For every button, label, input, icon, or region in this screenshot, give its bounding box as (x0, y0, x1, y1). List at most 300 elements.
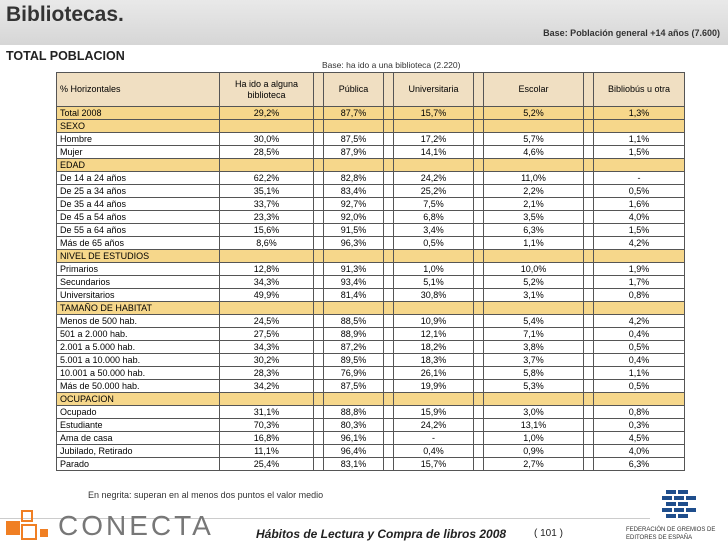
cell-value: 12,1% (394, 328, 474, 341)
column-spacer (384, 380, 394, 393)
cell-value: 35,1% (220, 185, 314, 198)
cell-value: 6,8% (394, 211, 474, 224)
column-spacer (314, 432, 324, 445)
cell-value: 23,3% (220, 211, 314, 224)
cell-value: 1,6% (594, 198, 685, 211)
column-spacer (584, 315, 594, 328)
cell-value: 1,5% (594, 224, 685, 237)
column-spacer (474, 445, 484, 458)
column-spacer (474, 458, 484, 471)
cell-value: 12,8% (220, 263, 314, 276)
cell-value: 0,8% (594, 406, 685, 419)
column-spacer (474, 237, 484, 250)
cell-value (394, 120, 474, 133)
cell-value: 96,4% (324, 445, 384, 458)
column-spacer (584, 354, 594, 367)
cell-value: 82,8% (324, 172, 384, 185)
column-spacer (584, 393, 594, 406)
cell-value: 26,1% (394, 367, 474, 380)
cell-value: 70,3% (220, 419, 314, 432)
column-spacer (384, 445, 394, 458)
column-spacer (384, 198, 394, 211)
cell-value: 29,2% (220, 107, 314, 120)
column-spacer (384, 341, 394, 354)
section-row (57, 393, 685, 406)
cell-value: 15,9% (394, 406, 474, 419)
section-row (57, 250, 685, 263)
column-spacer (384, 393, 394, 406)
cell-value: 3,0% (484, 406, 584, 419)
table-row (57, 289, 685, 302)
column-spacer (584, 185, 594, 198)
column-spacer (584, 263, 594, 276)
cell-value: 5,2% (484, 276, 584, 289)
cell-value: 0,4% (394, 445, 474, 458)
cell-value: 92,0% (324, 211, 384, 224)
column-spacer (474, 419, 484, 432)
column-spacer (474, 263, 484, 276)
column-spacer (384, 237, 394, 250)
publication-title: Hábitos de Lectura y Compra de libros 2008 (256, 527, 507, 541)
column-spacer (584, 172, 594, 185)
cell-value: 10,9% (394, 315, 474, 328)
cell-value: 34,2% (220, 380, 314, 393)
column-spacer (584, 107, 594, 120)
table-row (57, 367, 685, 380)
column-header: Universitaria (394, 73, 474, 107)
column-spacer (584, 224, 594, 237)
table-row (57, 276, 685, 289)
cell-value: 30,2% (220, 354, 314, 367)
column-spacer (584, 146, 594, 159)
cell-value: 6,3% (594, 458, 685, 471)
column-spacer (584, 445, 594, 458)
row-label: Ocupado (57, 406, 220, 419)
column-spacer (474, 172, 484, 185)
column-spacer (584, 406, 594, 419)
column-spacer (474, 406, 484, 419)
row-label: De 25 a 34 años (57, 185, 220, 198)
cell-value (220, 250, 314, 263)
cell-value: 87,9% (324, 146, 384, 159)
row-label: EDAD (57, 159, 220, 172)
column-spacer (384, 185, 394, 198)
cell-value: 0,8% (594, 289, 685, 302)
cell-value: 16,8% (220, 432, 314, 445)
table-row (57, 380, 685, 393)
column-spacer (474, 211, 484, 224)
column-spacer (474, 380, 484, 393)
column-spacer (384, 354, 394, 367)
table-row (57, 211, 685, 224)
cell-value: 83,4% (324, 185, 384, 198)
column-spacer (474, 107, 484, 120)
table-row (57, 445, 685, 458)
table-row (57, 315, 685, 328)
column-spacer (474, 198, 484, 211)
federation-name: FEDERACIÓN DE GREMIOS DE EDITORES DE ESPAÑA (626, 527, 716, 541)
cell-value: 3,5% (484, 211, 584, 224)
table-row (57, 198, 685, 211)
column-spacer (584, 198, 594, 211)
cell-value: 3,7% (484, 354, 584, 367)
cell-value: 0,5% (394, 237, 474, 250)
column-spacer (474, 250, 484, 263)
table-row (57, 328, 685, 341)
cell-value (594, 250, 685, 263)
cell-value: 17,2% (394, 133, 474, 146)
column-spacer (384, 315, 394, 328)
cell-value (594, 302, 685, 315)
table-row (57, 263, 685, 276)
table-row (57, 458, 685, 471)
cell-value: 3,8% (484, 341, 584, 354)
column-spacer (384, 276, 394, 289)
cell-value (220, 159, 314, 172)
column-spacer (474, 224, 484, 237)
column-spacer (314, 445, 324, 458)
column-spacer (474, 276, 484, 289)
cell-value: 18,3% (394, 354, 474, 367)
cell-value: 31,1% (220, 406, 314, 419)
data-table (56, 72, 685, 471)
column-spacer (584, 302, 594, 315)
cell-value: 0,5% (594, 380, 685, 393)
column-spacer (314, 458, 324, 471)
cell-value: 5,1% (394, 276, 474, 289)
column-spacer (474, 367, 484, 380)
cell-value: 4,2% (594, 315, 685, 328)
total-row (57, 107, 685, 120)
cell-value: 4,6% (484, 146, 584, 159)
column-spacer (314, 419, 324, 432)
cell-value: 10,0% (484, 263, 584, 276)
column-spacer (314, 393, 324, 406)
column-spacer (314, 380, 324, 393)
cell-value: 4,5% (594, 432, 685, 445)
column-spacer (314, 73, 324, 107)
column-spacer (384, 211, 394, 224)
column-spacer (314, 146, 324, 159)
cell-value: 0,5% (594, 341, 685, 354)
column-spacer (474, 185, 484, 198)
cell-value: 28,3% (220, 367, 314, 380)
column-spacer (314, 302, 324, 315)
cell-value: 1,3% (594, 107, 685, 120)
cell-value: 4,0% (594, 211, 685, 224)
cell-value (484, 302, 584, 315)
column-spacer (314, 120, 324, 133)
row-label: Hombre (57, 133, 220, 146)
column-header: Bibliobús u otra (594, 73, 685, 107)
table-header-row (57, 73, 685, 107)
cell-value: 1,9% (594, 263, 685, 276)
cell-value: 5,2% (484, 107, 584, 120)
column-spacer (314, 341, 324, 354)
column-spacer (584, 73, 594, 107)
cell-value: 87,7% (324, 107, 384, 120)
column-spacer (384, 263, 394, 276)
cell-value: 5,7% (484, 133, 584, 146)
cell-value: 0,5% (594, 185, 685, 198)
column-spacer (584, 367, 594, 380)
column-spacer (384, 107, 394, 120)
section-row (57, 159, 685, 172)
table-row (57, 406, 685, 419)
page-number: ( 101 ) (534, 528, 563, 539)
column-spacer (384, 73, 394, 107)
cell-value (594, 159, 685, 172)
cell-value: 15,7% (394, 458, 474, 471)
cell-value: 0,9% (484, 445, 584, 458)
column-spacer (314, 367, 324, 380)
column-spacer (314, 107, 324, 120)
column-spacer (474, 289, 484, 302)
cell-value: 34,3% (220, 341, 314, 354)
column-spacer (474, 120, 484, 133)
cell-value: 2,2% (484, 185, 584, 198)
cell-value (394, 393, 474, 406)
column-spacer (584, 432, 594, 445)
cell-value: 1,5% (594, 146, 685, 159)
column-spacer (584, 419, 594, 432)
cell-value: 8,6% (220, 237, 314, 250)
cell-value: 1,0% (484, 432, 584, 445)
cell-value: 87,2% (324, 341, 384, 354)
cell-value: 2,1% (484, 198, 584, 211)
row-label: Más de 65 años (57, 237, 220, 250)
cell-value: 1,0% (394, 263, 474, 276)
cell-value: 6,3% (484, 224, 584, 237)
population-base-note: Base: Población general +14 años (7.600) (543, 28, 720, 38)
row-label: Menos de 500 hab. (57, 315, 220, 328)
column-spacer (384, 250, 394, 263)
column-spacer (384, 146, 394, 159)
column-spacer (584, 276, 594, 289)
row-label: 5.001 a 10.000 hab. (57, 354, 220, 367)
cell-value: 81,4% (324, 289, 384, 302)
cell-value (324, 159, 384, 172)
row-label: 2.001 a 5.000 hab. (57, 341, 220, 354)
cell-value: 14,1% (394, 146, 474, 159)
cell-value: 3,4% (394, 224, 474, 237)
cell-value: 88,9% (324, 328, 384, 341)
column-spacer (314, 211, 324, 224)
column-spacer (584, 380, 594, 393)
cell-value: 15,7% (394, 107, 474, 120)
cell-value: 30,0% (220, 133, 314, 146)
table-row (57, 419, 685, 432)
cell-value: 30,8% (394, 289, 474, 302)
table-row (57, 185, 685, 198)
column-header: Pública (324, 73, 384, 107)
column-spacer (474, 328, 484, 341)
cell-value (594, 120, 685, 133)
library-base-note: Base: ha ido a una biblioteca (2.220) (322, 60, 461, 70)
cell-value: 91,5% (324, 224, 384, 237)
column-spacer (384, 302, 394, 315)
column-spacer (474, 341, 484, 354)
column-spacer (474, 393, 484, 406)
table-row (57, 172, 685, 185)
section-row (57, 120, 685, 133)
cell-value: 3,1% (484, 289, 584, 302)
row-label: Parado (57, 458, 220, 471)
cell-value: 88,8% (324, 406, 384, 419)
column-spacer (384, 432, 394, 445)
cell-value: 80,3% (324, 419, 384, 432)
table-row (57, 341, 685, 354)
column-spacer (384, 419, 394, 432)
cell-value: 89,5% (324, 354, 384, 367)
cell-value (594, 393, 685, 406)
column-spacer (474, 315, 484, 328)
row-label: Más de 50.000 hab. (57, 380, 220, 393)
row-label: NIVEL DE ESTUDIOS (57, 250, 220, 263)
cell-value: 83,1% (324, 458, 384, 471)
cell-value: 87,5% (324, 133, 384, 146)
column-spacer (314, 198, 324, 211)
cell-value: 33,7% (220, 198, 314, 211)
cell-value (220, 302, 314, 315)
column-spacer (314, 133, 324, 146)
cell-value: - (394, 432, 474, 445)
column-spacer (584, 341, 594, 354)
row-label: 501 a 2.000 hab. (57, 328, 220, 341)
column-spacer (474, 354, 484, 367)
row-label: Secundarios (57, 276, 220, 289)
column-spacer (474, 73, 484, 107)
column-spacer (314, 406, 324, 419)
row-label: De 55 a 64 años (57, 224, 220, 237)
cell-value: 7,1% (484, 328, 584, 341)
row-label: Estudiante (57, 419, 220, 432)
cell-value: 19,9% (394, 380, 474, 393)
cell-value: 25,2% (394, 185, 474, 198)
table-row (57, 432, 685, 445)
cell-value (394, 159, 474, 172)
column-spacer (474, 146, 484, 159)
cell-value (324, 393, 384, 406)
column-spacer (384, 367, 394, 380)
row-label: Ama de casa (57, 432, 220, 445)
column-spacer (314, 289, 324, 302)
column-spacer (314, 250, 324, 263)
cell-value: 24,2% (394, 172, 474, 185)
cell-value: 13,1% (484, 419, 584, 432)
column-spacer (584, 211, 594, 224)
column-spacer (314, 315, 324, 328)
cell-value: 1,1% (484, 237, 584, 250)
cell-value (324, 302, 384, 315)
row-label: SEXO (57, 120, 220, 133)
cell-value: 1,7% (594, 276, 685, 289)
column-spacer (314, 224, 324, 237)
row-label: Total 2008 (57, 107, 220, 120)
row-label: De 45 a 54 años (57, 211, 220, 224)
column-spacer (584, 159, 594, 172)
column-spacer (314, 354, 324, 367)
cell-value: 18,2% (394, 341, 474, 354)
cell-value: 1,1% (594, 133, 685, 146)
cell-value: 49,9% (220, 289, 314, 302)
column-spacer (384, 224, 394, 237)
cell-value (484, 393, 584, 406)
cell-value (220, 120, 314, 133)
column-spacer (384, 159, 394, 172)
column-spacer (314, 159, 324, 172)
column-spacer (314, 237, 324, 250)
cell-value: 24,2% (394, 419, 474, 432)
cell-value: - (594, 172, 685, 185)
column-spacer (584, 133, 594, 146)
column-spacer (474, 133, 484, 146)
cell-value: 11,1% (220, 445, 314, 458)
bold-note: En negrita: superan en al menos dos puntos el valor medio (88, 490, 324, 500)
table-row (57, 146, 685, 159)
section-row (57, 302, 685, 315)
row-label: De 14 a 24 años (57, 172, 220, 185)
column-spacer (474, 159, 484, 172)
column-spacer (314, 172, 324, 185)
column-spacer (584, 328, 594, 341)
cell-value: 25,4% (220, 458, 314, 471)
cell-value: 96,3% (324, 237, 384, 250)
cell-value: 0,4% (594, 354, 685, 367)
column-spacer (384, 289, 394, 302)
table-row (57, 224, 685, 237)
conecta-logo-text: CONECTA (58, 510, 214, 541)
cell-value: 96,1% (324, 432, 384, 445)
table-row (57, 237, 685, 250)
section-title: TOTAL POBLACION (6, 49, 125, 63)
cell-value (394, 302, 474, 315)
column-spacer (314, 263, 324, 276)
cell-value: 0,4% (594, 328, 685, 341)
cell-value: 5,3% (484, 380, 584, 393)
cell-value: 4,0% (594, 445, 685, 458)
column-spacer (384, 458, 394, 471)
cell-value (484, 159, 584, 172)
row-label: TAMAÑO DE HABITAT (57, 302, 220, 315)
row-label: Universitarios (57, 289, 220, 302)
column-spacer (474, 302, 484, 315)
column-spacer (584, 120, 594, 133)
column-spacer (384, 120, 394, 133)
column-spacer (474, 432, 484, 445)
cell-value: 27,5% (220, 328, 314, 341)
column-spacer (314, 276, 324, 289)
cell-value: 1,1% (594, 367, 685, 380)
cell-value (484, 250, 584, 263)
cell-value: 5,8% (484, 367, 584, 380)
cell-value (324, 120, 384, 133)
cell-value: 91,3% (324, 263, 384, 276)
cell-value: 0,3% (594, 419, 685, 432)
cell-value (394, 250, 474, 263)
table-row (57, 354, 685, 367)
column-spacer (314, 328, 324, 341)
column-spacer (314, 185, 324, 198)
column-spacer (384, 406, 394, 419)
cell-value: 24,5% (220, 315, 314, 328)
row-label: De 35 a 44 años (57, 198, 220, 211)
column-spacer (384, 172, 394, 185)
cell-value (484, 120, 584, 133)
cell-value: 4,2% (594, 237, 685, 250)
cell-value: 15,6% (220, 224, 314, 237)
column-spacer (384, 328, 394, 341)
